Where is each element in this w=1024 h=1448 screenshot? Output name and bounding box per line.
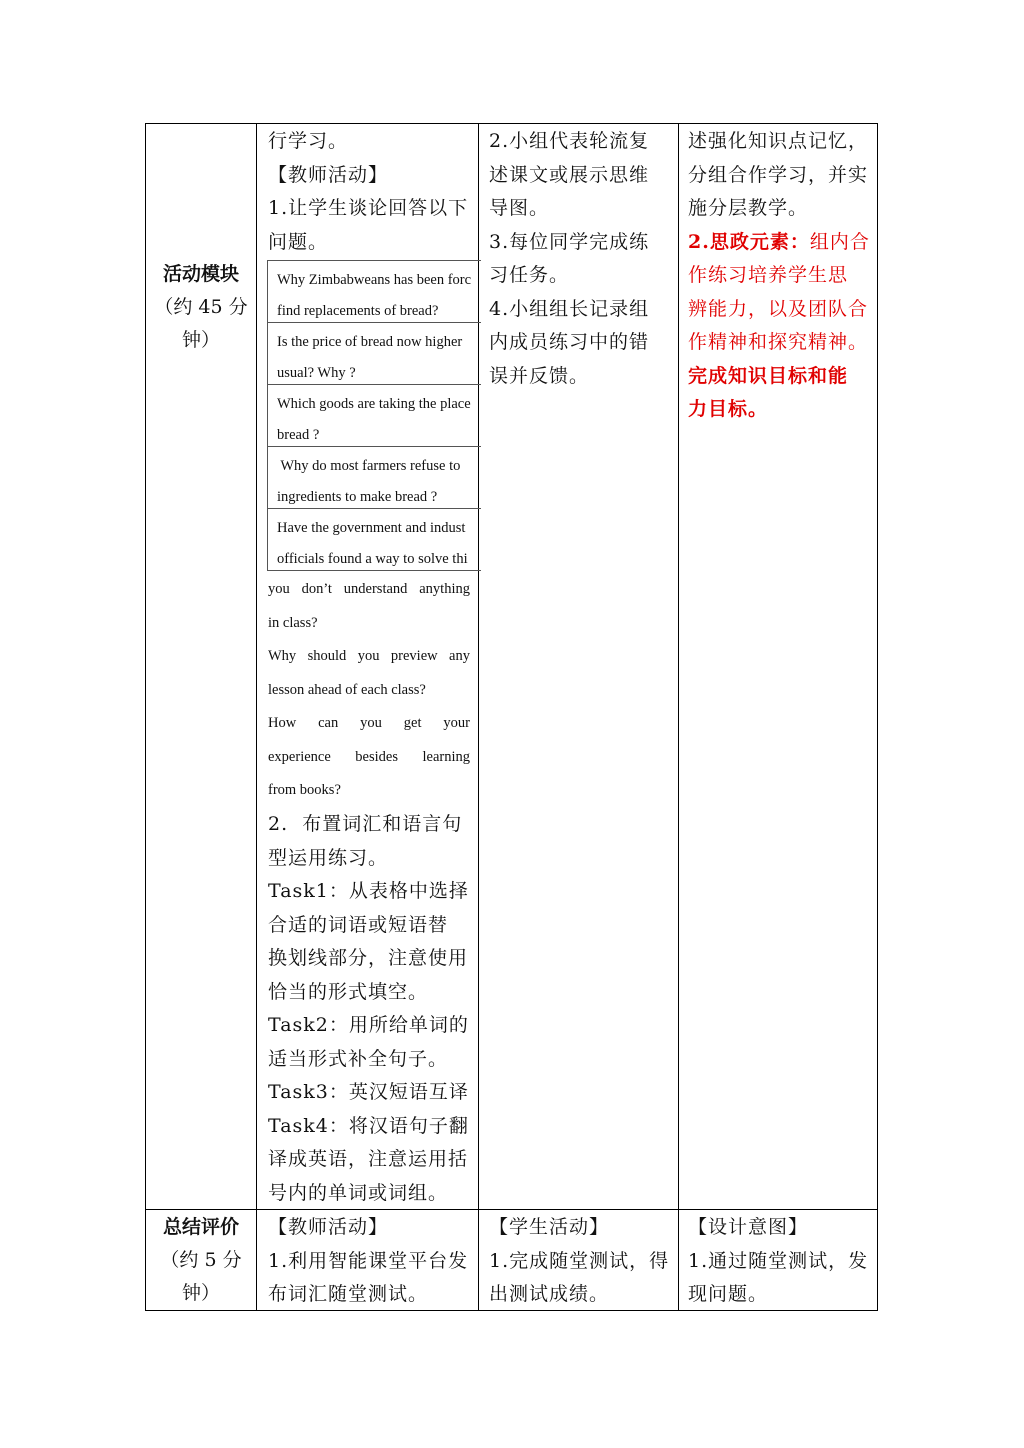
extra-questions (268, 573, 470, 808)
task-line: 2. 布置词汇和语言句 (268, 813, 463, 835)
student-activity-cell (489, 125, 674, 393)
summary-design-cell (688, 1211, 874, 1312)
task-line: 恰当的形式填空。 (268, 980, 429, 1003)
question-row (268, 447, 481, 509)
task-line: 换划线部分，注意使用 (268, 947, 469, 969)
intro-line: 1.让学生谈论回答以下 (268, 197, 469, 219)
question-line: ingredients to make bread ? (277, 489, 438, 505)
intro-line: 【教师活动】 (268, 163, 389, 186)
ideology-element-line: 辨能力，以及团队合 (688, 297, 869, 320)
task-line: 译成英语，注意运用括 (268, 1148, 469, 1170)
design-intent-line: 述强化知识点记忆， (688, 130, 869, 152)
extra-question-line: lesson ahead of each class? (268, 681, 426, 698)
student-activity-line: 2.小组代表轮流复 (489, 130, 650, 152)
task-line: 号内的单词或词组。 (268, 1181, 449, 1204)
summary-label: 总结评价 (162, 1216, 239, 1238)
student-activity-line: 习任务。 (489, 264, 570, 286)
summary-student-line: 【学生活动】 (489, 1216, 610, 1238)
ideology-element-line: 作精神和探究精神。 (688, 331, 869, 353)
question-line: find replacements of bread? (277, 303, 439, 319)
col-divider-4 (877, 123, 878, 1311)
summary-label-cell (146, 1211, 256, 1310)
student-activity-line: 误并反馈。 (489, 364, 590, 387)
summary-design-line: 1.通过随堂测试，发 (688, 1249, 869, 1272)
summary-duration-line-1: （约 5 分 (160, 1249, 242, 1271)
question-line: bread ? (277, 427, 320, 443)
summary-teacher-line: 【教师活动】 (268, 1216, 389, 1238)
extra-question-line: from books? (268, 782, 341, 798)
task-line: Task2：用所给单词的 (268, 1014, 469, 1036)
extra-question-line: experience besides learning (268, 748, 470, 765)
ideology-element-lead: 2.思政元素： (688, 230, 810, 253)
summary-design-line: 现问题。 (688, 1283, 769, 1305)
task-line: Task3：英汉短语互译 (268, 1081, 469, 1103)
language-tasks (268, 808, 473, 1210)
task-line: Task1：从表格中选择 (268, 880, 469, 902)
summary-duration-line-2: 钟） (181, 1282, 220, 1304)
question-line: Which goods are taking the place (277, 396, 471, 412)
student-activity-line: 导图。 (489, 197, 550, 219)
design-intent-line: 分组合作学习，并实 (688, 163, 869, 186)
activity-module-label-cell (146, 258, 256, 357)
row-divider (145, 1209, 878, 1210)
summary-teacher-line: 布词汇随堂测试。 (268, 1283, 429, 1305)
question-row (268, 509, 481, 571)
extra-question-line: you don’t understand anything (268, 581, 470, 597)
goal-line: 力目标。 (688, 398, 769, 420)
task-line: 型运用练习。 (268, 846, 389, 869)
extra-question-line: How can you get your (268, 715, 470, 731)
col-divider-3 (678, 123, 679, 1311)
student-activity-line: 述课文或展示思维 (489, 163, 650, 186)
ideology-element-text: 组内合 (809, 230, 870, 253)
ideology-element-line (688, 226, 874, 260)
activity-module-label: 活动模块 (162, 263, 239, 285)
summary-design-line: 【设计意图】 (688, 1216, 809, 1238)
teacher-activity-intro (268, 125, 473, 259)
intro-line: 行学习。 (268, 130, 349, 152)
extra-question-line: Why should you preview any (268, 648, 470, 664)
question-row (268, 261, 481, 323)
question-table (267, 260, 481, 571)
task-line: 适当形式补全句子。 (268, 1047, 449, 1070)
task-line: 合适的词语或短语替 (268, 913, 449, 936)
goal-line: 完成知识目标和能 (688, 364, 849, 387)
question-line: Is the price of bread now higher (277, 334, 463, 350)
design-intent-line: 施分层教学。 (688, 197, 809, 219)
task-line: Task4：将汉语句子翻 (268, 1114, 469, 1137)
question-line: Why Zimbabweans has been forc (277, 272, 472, 288)
extra-question-line: in class? (268, 614, 318, 631)
intro-line: 问题。 (268, 230, 329, 253)
ideology-element-line: 作练习培养学生思 (688, 264, 849, 286)
question-line: officials found a way to solve thi (277, 551, 468, 567)
table-border-top (145, 123, 878, 124)
summary-student-line: 出测试成绩。 (489, 1283, 610, 1305)
summary-teacher-cell (268, 1211, 473, 1312)
summary-teacher-line: 1.利用智能课堂平台发 (268, 1249, 469, 1272)
question-line: usual? Why ? (277, 365, 356, 381)
question-line: Why do most farmers refuse to (277, 458, 461, 474)
question-row (268, 385, 481, 447)
summary-student-line: 1.完成随堂测试，得 (489, 1249, 670, 1272)
student-activity-line: 内成员练习中的错 (489, 331, 650, 353)
summary-student-cell (489, 1211, 674, 1312)
activity-duration-line-1: （约 45 分 (154, 296, 248, 318)
activity-duration-line-2: 钟） (181, 329, 220, 351)
student-activity-line: 4.小组组长记录组 (489, 297, 650, 320)
design-intent-cell (688, 125, 874, 427)
col-divider-1 (256, 123, 257, 1311)
question-row (268, 323, 481, 385)
question-line: Have the government and indust (277, 520, 466, 536)
student-activity-line: 3.每位同学完成练 (489, 230, 650, 253)
